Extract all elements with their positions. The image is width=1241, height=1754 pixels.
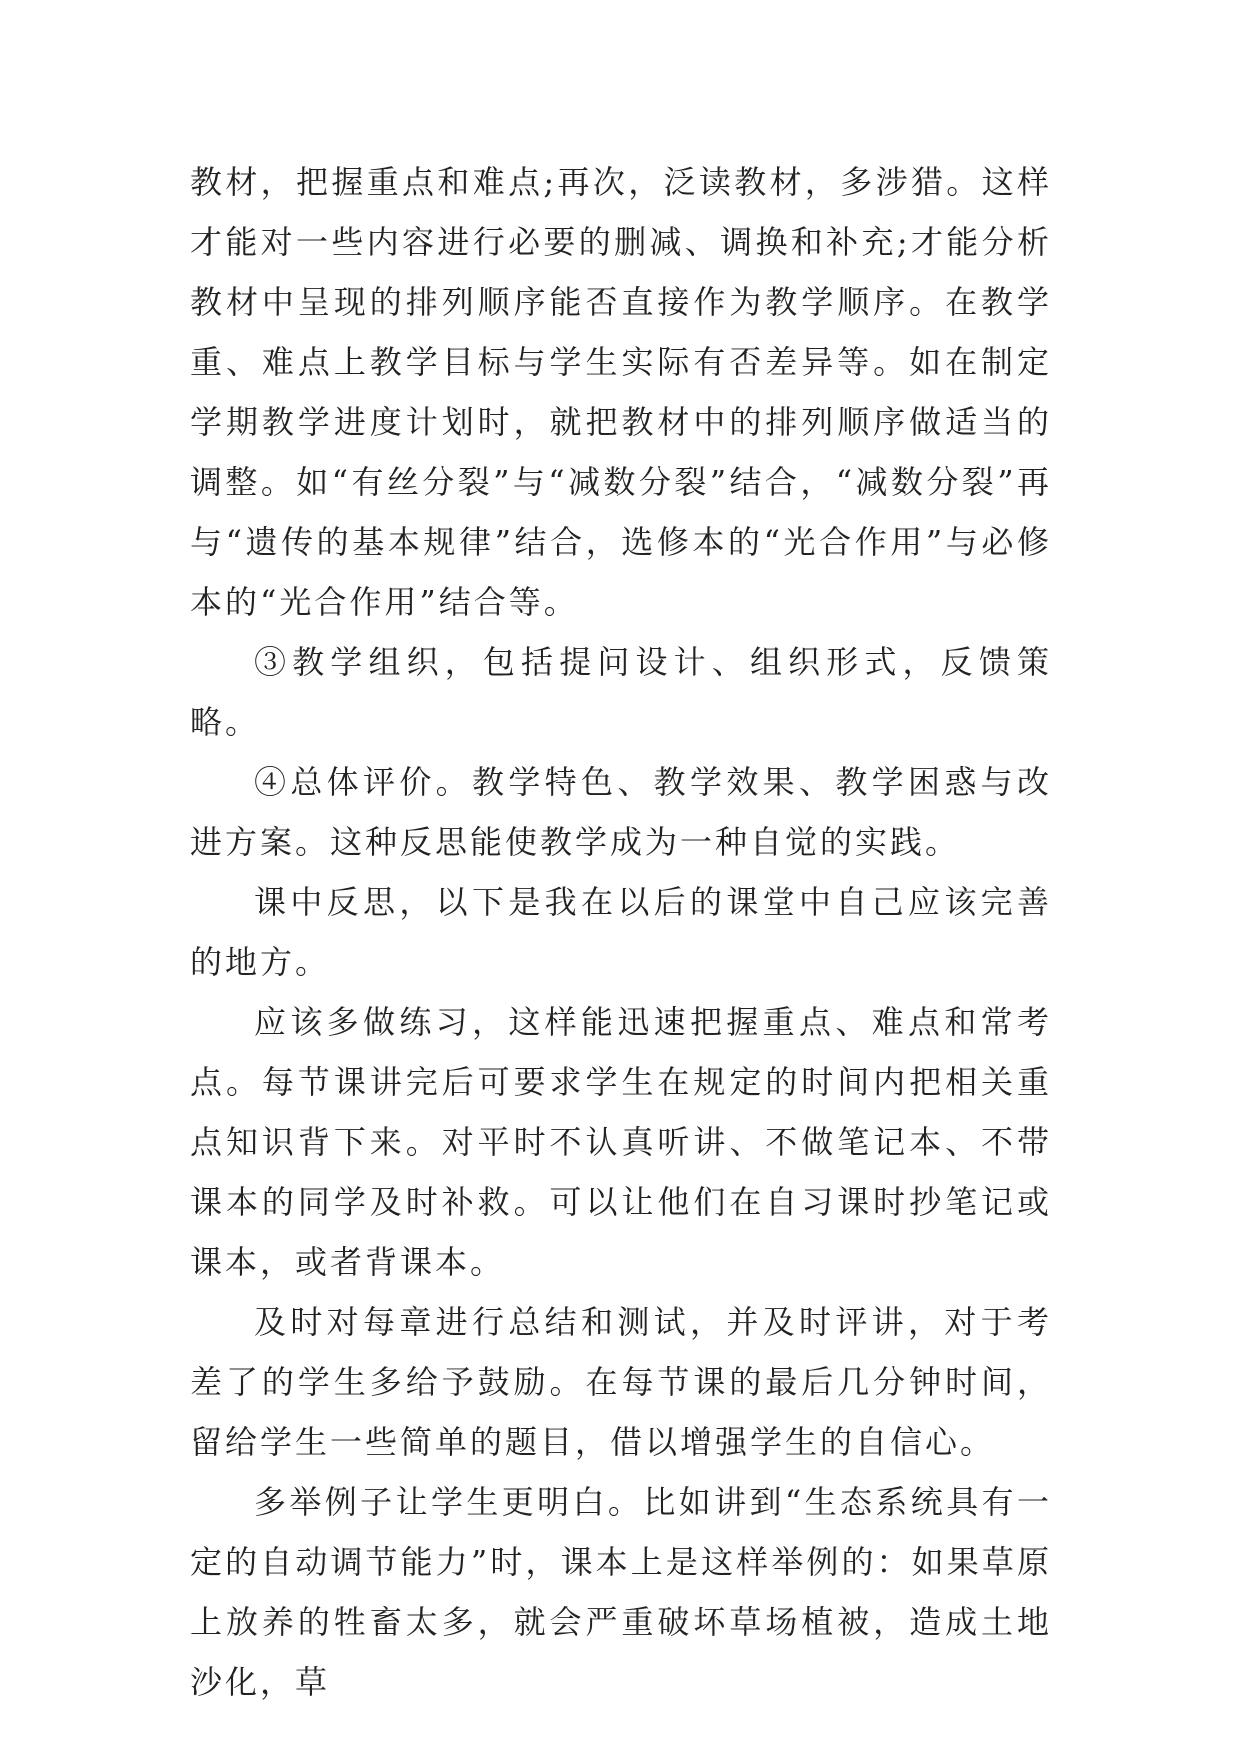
paragraph-more-examples: 多举例子让学生更明白。比如讲到“生态系统具有一定的自动调节能力”时，课本上是这样举例的：如果草原上放养的牲畜太多，就会严重破坏草场植被，造成土地沙化，草 [190, 1483, 1052, 1701]
body-text [190, 152, 1052, 1712]
paragraph-overall-evaluation: ④总体评价。教学特色、教学效果、教学困惑与改进方案。这种反思能使教学成为一种自觉的实践。 [190, 763, 1052, 861]
paragraph-teaching-material: 教材，把握重点和难点;再次，泛读教材，多涉猎。这样才能对一些内容进行必要的删减、调换和补充;才能分析教材中呈现的排列顺序能否直接作为教学顺序。在教学重、难点上教学目标与学生实际有否差异等。如在制定学期教学进度计划时，就把教材中的排列顺序做适当的调整。如“有丝分裂”与“减数分裂”结合，“减数分裂”再与“遗传的基本规律”结合，选修本的“光合作用”与必修本的“光合作用”结合等。 [190, 163, 1052, 621]
paragraph-more-practice: 应该多做练习，这样能迅速把握重点、难点和常考点。每节课讲完后可要求学生在规定的时间内把相关重点知识背下来。对平时不认真听讲、不做笔记本、不带课本的同学及时补救。可以让他们在自习课时抄笔记或课本，或者背课本。 [190, 1003, 1052, 1281]
paragraph-in-class-reflection: 课中反思，以下是我在以后的课堂中自己应该完善的地方。 [190, 883, 1052, 981]
paragraph-teaching-organization: ③教学组织，包括提问设计、组织形式，反馈策略。 [190, 643, 1052, 741]
paragraph-summary-and-tests: 及时对每章进行总结和测试，并及时评讲，对于考差了的学生多给予鼓励。在每节课的最后几分钟时间，留给学生一些简单的题目，借以增强学生的自信心。 [190, 1303, 1052, 1461]
